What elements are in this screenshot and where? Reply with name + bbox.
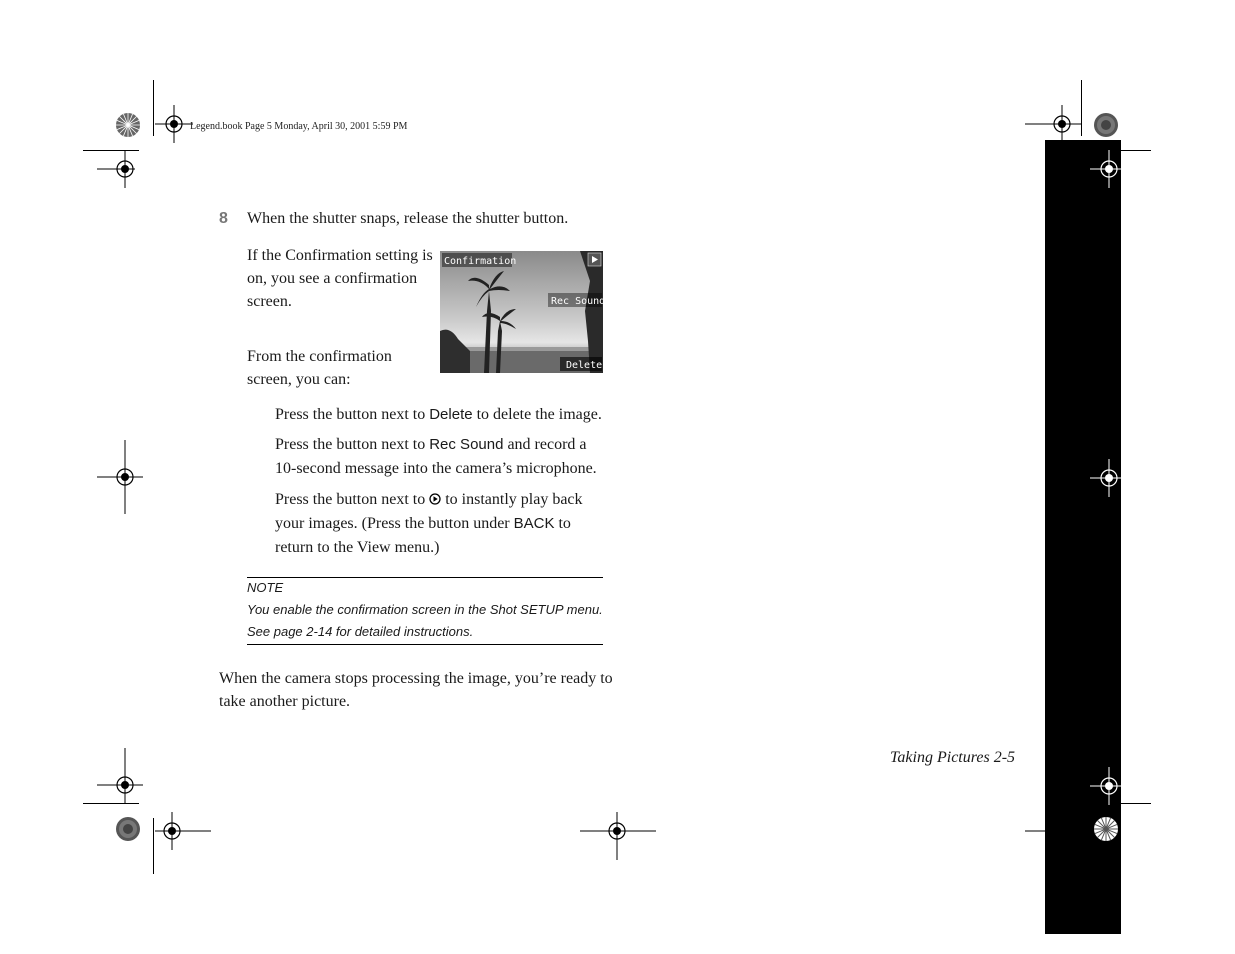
registration-mark-icon [1090, 459, 1140, 497]
registration-mark-icon [580, 812, 656, 860]
registration-mark-icon [1090, 767, 1140, 805]
option-text: to instantly play back your images. (Press the button under [275, 491, 583, 532]
ui-term-back: BACK [513, 515, 555, 532]
step-number: 8 [219, 210, 228, 227]
registration-mark-icon [1090, 150, 1140, 188]
screen-title: Confirmation [444, 256, 517, 267]
registration-mark-icon [97, 440, 143, 514]
option-text: Press the button next to [275, 406, 430, 423]
confirmation-paragraph: If the Confirmation setting is on, you see a confirmation screen. [247, 247, 433, 310]
ui-term-rec-sound: Rec Sound [429, 436, 504, 453]
registration-mark-icon [97, 150, 135, 188]
crop-mark-line [153, 818, 154, 874]
option-text: to return to the View menu.) [275, 515, 571, 556]
registration-mark-icon [155, 105, 193, 143]
confirmation-screen-image [440, 251, 603, 373]
option-text: and record a 10-second message into the camera’s microphone. [275, 436, 597, 477]
note-text: You enable the confirmation screen in the Shot SETUP menu. See page 2-14 for detailed instructions. [247, 602, 603, 639]
starburst-mark-icon [1093, 112, 1119, 138]
note-divider [247, 577, 603, 578]
starburst-mark-icon [115, 816, 141, 842]
note-label: NOTE [247, 580, 284, 595]
option-text: to delete the image. [472, 406, 602, 423]
option-text: Press the button next to [275, 436, 430, 453]
palm-beach-photo [440, 251, 603, 373]
screen-delete: Delete [566, 360, 603, 371]
registration-mark-icon [97, 748, 143, 804]
closing-paragraph: When the camera stops processing the image, you’re ready to take another picture. [219, 670, 613, 710]
crop-mark-line [153, 80, 154, 136]
option-delete [275, 403, 610, 427]
ui-term-delete: Delete [429, 406, 473, 423]
starburst-mark-icon [1093, 816, 1119, 842]
registration-mark-icon [1025, 105, 1081, 143]
book-header: Legend.book Page 5 Monday, April 30, 2001 5:59 PM [190, 121, 408, 132]
registration-mark-icon [1025, 812, 1081, 850]
step-text: When the shutter snaps, release the shutter button. [247, 210, 569, 227]
crop-mark-line [1081, 80, 1082, 136]
screen-rec-sound: Rec Sound [551, 296, 603, 307]
option-rec-sound [275, 433, 610, 481]
page-footer: Taking Pictures 2-5 [890, 749, 1016, 766]
starburst-mark-icon [115, 112, 141, 138]
registration-mark-icon [155, 812, 211, 850]
note-divider [247, 644, 603, 645]
option-text: Press the button next to [275, 491, 430, 508]
crop-mark-line [1081, 818, 1082, 874]
play-icon [429, 493, 441, 505]
options-intro-paragraph: From the confirmation screen, you can: [247, 348, 392, 388]
option-play [275, 488, 610, 560]
